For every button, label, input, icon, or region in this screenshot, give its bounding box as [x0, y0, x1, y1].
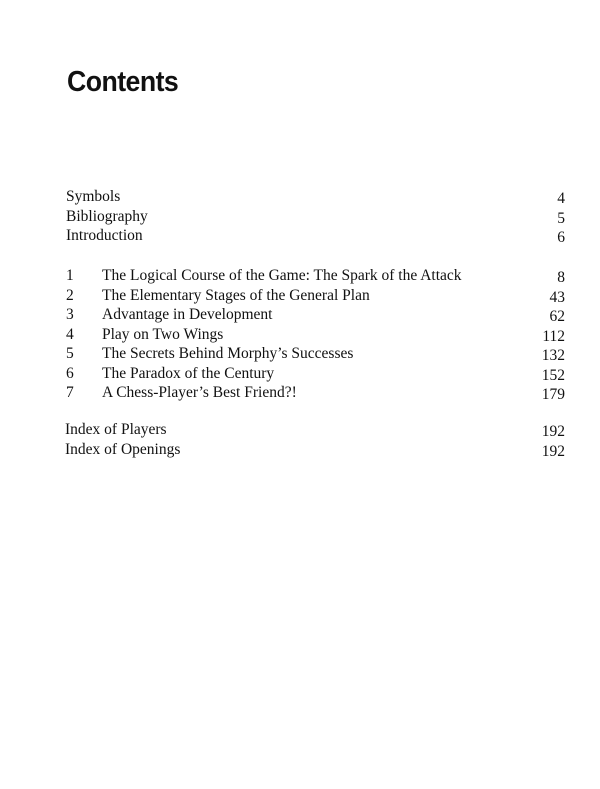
chapter-page: 8 [557, 269, 565, 286]
chapter-title: The Secrets Behind Morphy’s Successes [102, 345, 354, 362]
toc-entry-page: 4 [557, 190, 565, 207]
chapter-list [65, 266, 565, 403]
chapter-number: 3 [66, 306, 74, 323]
chapter-number: 5 [66, 345, 74, 362]
chapter-page: 152 [541, 366, 565, 384]
chapter-page: 112 [542, 327, 565, 345]
toc-chapter-2 [65, 286, 565, 306]
chapter-page: 43 [549, 288, 565, 306]
toc-entry-bibliography [65, 207, 565, 227]
chapter-title: Advantage in Development [102, 306, 273, 323]
chapter-title: The Paradox of the Century [102, 364, 275, 382]
toc-entry-title: Bibliography [66, 207, 148, 225]
toc-entry-introduction [65, 226, 565, 246]
toc-entry-title: Introduction [66, 227, 143, 244]
chapter-page: 132 [541, 347, 565, 364]
chapter-page: 62 [549, 308, 565, 325]
toc-entry-title: Symbols [66, 188, 121, 205]
chapter-title: A Chess-Player’s Best Friend?! [102, 384, 297, 401]
chapter-number: 7 [66, 384, 74, 401]
chapter-number: 2 [66, 286, 74, 304]
toc-entry-title: Index of Openings [65, 440, 181, 458]
chapter-number: 4 [66, 325, 74, 343]
chapter-title: The Logical Course of the Game: The Spark of the Attack [102, 267, 462, 284]
toc-chapter-1 [65, 266, 565, 286]
chapter-number: 1 [66, 267, 74, 284]
toc-chapter-5 [65, 344, 565, 364]
front-matter-list [65, 187, 565, 246]
toc-entry-index-of-players [65, 420, 565, 440]
toc-entry-title: Index of Players [65, 421, 167, 438]
toc-entry-page: 192 [541, 423, 565, 440]
chapter-number: 6 [66, 364, 74, 382]
toc-entry-page: 192 [541, 442, 565, 460]
toc-entry-index-of-openings [65, 440, 565, 460]
toc-entry-page: 5 [557, 209, 565, 227]
toc-chapter-3 [65, 305, 565, 325]
toc-entry-symbols [65, 187, 565, 207]
chapter-title: Play on Two Wings [102, 325, 224, 343]
toc-chapter-7 [65, 383, 565, 403]
chapter-page: 179 [541, 386, 565, 403]
page-title: Contents [67, 66, 179, 98]
toc-chapter-4 [65, 325, 565, 345]
toc-chapter-6 [65, 364, 565, 384]
toc-entry-page: 6 [557, 229, 565, 246]
chapter-title: The Elementary Stages of the General Plan [102, 286, 370, 304]
back-matter-list [65, 420, 565, 459]
